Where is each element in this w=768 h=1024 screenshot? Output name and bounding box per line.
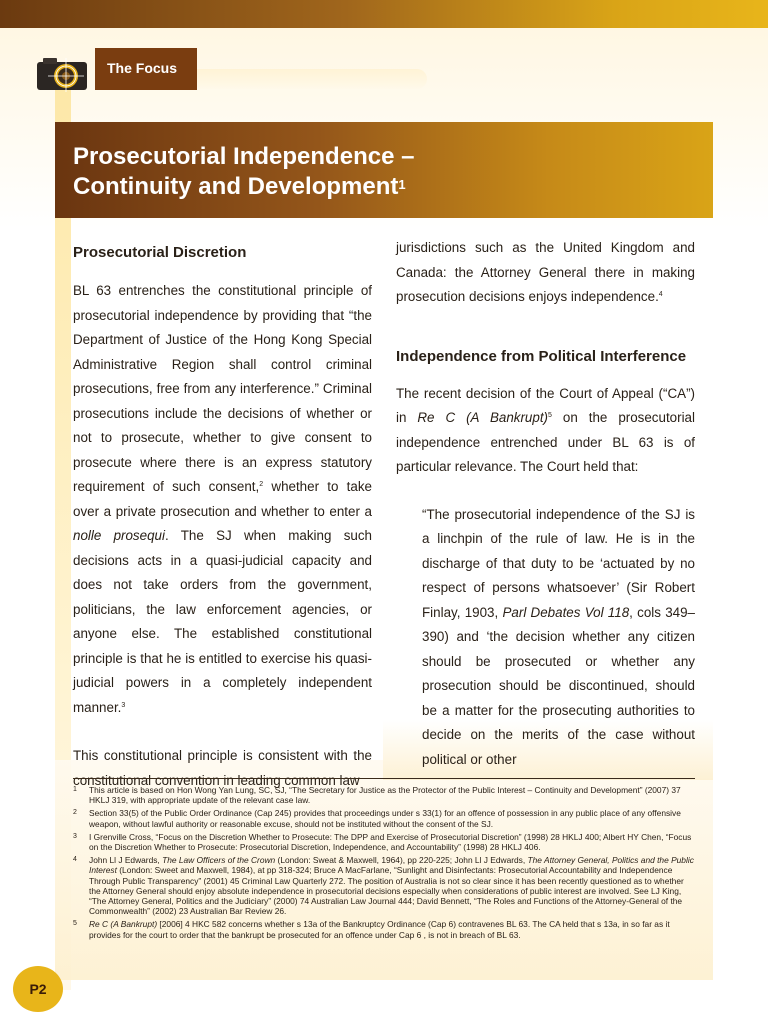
footnote-3 [73, 832, 695, 852]
right-p2-text-a: The recent decision of the Court of Appeal (“CA”) in [396, 385, 695, 425]
footnote-ref-5: 5 [548, 412, 552, 419]
title-banner [55, 122, 713, 218]
footnote-ref-3: 3 [121, 701, 126, 709]
quote-text-a: “The prosecutorial independence of the SJ is a linchpin of the rule of law. He is in the discharge of that duty to be ‘actuated by no respect of persons whatsoever’ (Sir Robert Finlay, 1903, [422, 506, 695, 620]
page-title [73, 142, 693, 202]
footnote-4-italic-b: The Attorney General, Politics and the Public Interest [89, 855, 694, 876]
footnote-text [89, 855, 695, 916]
right-paragraph-1 [396, 236, 695, 310]
camera-icon [35, 52, 97, 92]
left-p1-italic: nolle prosequi [73, 528, 165, 543]
footnote-5-italic: Re C (A Bankrupt) [89, 919, 158, 930]
footnote-5-text: [2006] 4 HKC 582 concerns whether s 13a of the Bankruptcy Ordinance (Cap 6) contravenes BL 63. The CA held that s 13a, in so far as it provides for the court to order that the bankrupt be prosecuted for an offence under Cap 6 , is not in breach of BL 63. [89, 919, 670, 940]
footnote-number: 3 [73, 832, 77, 840]
footnote-number: 5 [73, 920, 77, 928]
left-paragraph-2: This constitutional principle is consistent with the constitutional convention in leading common law [73, 748, 372, 788]
footnote-5 [73, 919, 695, 939]
right-column [396, 236, 695, 772]
left-p1-text-b: whether to take over a private prosecution and whether to enter a [73, 479, 372, 519]
section-tag [35, 48, 197, 90]
quote-text-b: , cols 349–390) and ‘the decision whether any citizen should be prosecuted or whether any prosecution should be discontinued, should be a matter for the prosecuting authorities to decide on the merits of the case without political or other [422, 604, 695, 767]
footnote-ref-4: 4 [658, 291, 663, 298]
page-number: P2 [29, 981, 47, 997]
footnote-4-text-a: John Ll J Edwards, [89, 855, 163, 866]
footnote-number: 1 [73, 786, 77, 793]
right-p2-text-b: on the prosecutorial independence entrenched under BL 63 is of particular relevance. The Court held that: [396, 410, 695, 474]
footnote-4-text-c: (London: Sweet and Maxwell, 1984), at pp 318-324; Bruce A MacFarlane, “Sunlight and Disinfectants: Prosecutorial Accountability and Independence Through Public Transparency” (2001) 45 Criminal Law Quarterly 272. The position of Australia is not so clear since it has been recently questioned as to whether the Attorney General should enjoy absolute independence in prosecutorial decisions especially when considerations of public interest are involved. See LJ King, “The Attorney General, Politics and the Judiciary” (2000) 74 Australian Law Journal 444; David Bennett, “The Roles and Functions of the Attorney-General of the Commonwealth” (2002) 23 Australian Bar Review 26. [89, 865, 684, 917]
left-paragraph-1 [73, 279, 372, 720]
footnote-1 [73, 785, 695, 805]
title-line-2: Continuity and Development [73, 173, 399, 200]
title-footnote-ref: 1 [398, 177, 406, 192]
footnote-4-italic-a: The Law Officers of the Crown [162, 855, 276, 866]
footnote-2 [73, 808, 695, 828]
top-gradient-bar [0, 0, 768, 28]
left-p1-text-a: BL 63 entrenches the constitutional principle of prosecutorial independence by providing that “the Department of Justice of the Hong Kong Special Administrative Region shall control criminal prosecutions, free from any interference.” Criminal prosecutions include the decisions of whether or not to prosecute, whether to give consent to prosecute where there is an express statutory requirement of such consent, [73, 283, 372, 494]
section-tag-label: The Focus [107, 60, 178, 76]
quote-italic: Parl Debates Vol 118 [502, 604, 630, 620]
title-line-1: Prosecutorial Independence – [73, 143, 415, 170]
right-paragraph-2 [396, 382, 695, 480]
footnote-number: 2 [73, 809, 77, 817]
footnote-text: I Grenville Cross, “Focus on the Discretion Whether to Prosecute: The DPP and Exercise of Prosecutorial Discretion” (1998) 28 HKLJ 400; Albert HY Chen, “Focus on the Discretion Whether to Prosecute: Prosecutorial Discretion, Independence, and Accountability” (1998) 28 HKLJ 406. [89, 831, 692, 853]
left-p1-text-c: . The SJ when making such decisions acts in a quasi-judicial capacity and does not take orders from the government, politicians, the law enforcement agencies, or anyone else. The established constitutional principle is that he is entitled to exercise his quasi-judicial powers in a completely independent manner. [73, 528, 372, 715]
footnote-4-text-b: (London: Sweat & Maxwell, 1964), pp 220-225; John Ll J Edwards, [275, 855, 528, 866]
section-tag-rule [197, 69, 427, 89]
footnote-ref-2: 2 [259, 481, 264, 488]
footnote-4 [73, 855, 695, 916]
footnote-number: 4 [73, 856, 77, 864]
footnote-text: This article is based on Hon Wong Yan Lung, SC, SJ, “The Secretary for Justice as the Protector of the Public Interest – Continuity and Development” (2007) 37 HKLJ 319, with appropriate update of the relevant case law. [89, 785, 681, 806]
footnote-text [89, 919, 695, 939]
right-p1-text: jurisdictions such as the United Kingdom and Canada: the Attorney General there in making prosecution decisions enjoys independence. [396, 240, 695, 304]
left-column [73, 240, 372, 793]
court-quote [422, 503, 695, 773]
footnotes [73, 778, 695, 943]
page-number-badge [13, 966, 63, 1012]
heading-prosecutorial-discretion: Prosecutorial Discretion [73, 244, 247, 261]
footnote-text: Section 33(5) of the Public Order Ordinance (Cap 245) provides that proceedings under s 33(1) for an offence of possession in any public place of any offensive weapon, without lawful authority or reasonable excuse, should not be instituted without the consent of the SJ. [89, 808, 681, 829]
right-p2-italic: Re C (A Bankrupt) [417, 410, 549, 425]
heading-independence-political: Independence from Political Interference [396, 347, 687, 365]
